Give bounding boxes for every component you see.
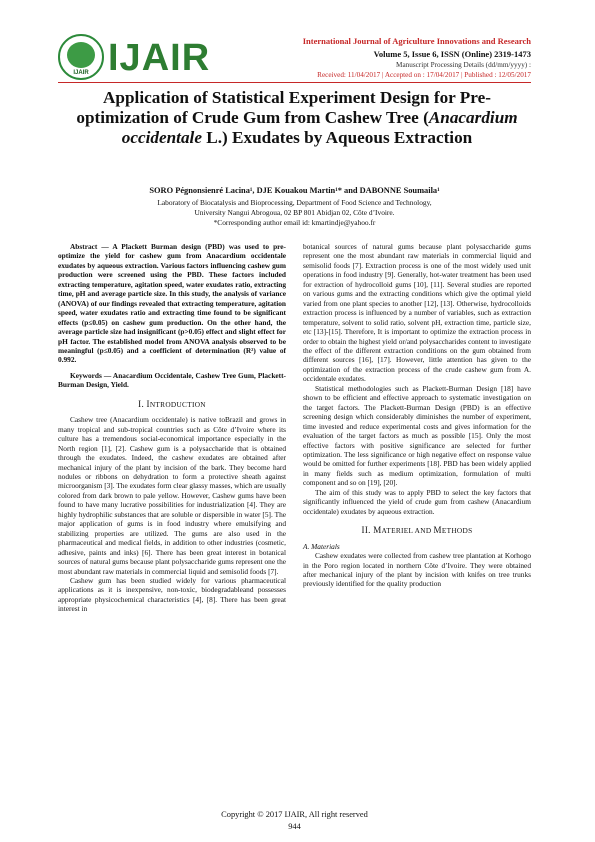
paper-title: Application of Statistical Experiment Design for Pre-optimization of Crude Gum from Cashew Tree (Anacardium occidentale L.) Exudates by Aqueous Extraction [76,88,518,147]
affiliation-university: University Nangui Abrogoua, 02 BP 801 Abidjan 02, Côte d’Ivoire. [194,208,395,217]
volume-issue: Volume 5, Issue 6, ISSN (Online) 2319-1473 [373,49,531,59]
journal-logo [58,34,211,84]
intro-paragraph-2: Cashew gum has been studied widely for various pharmaceutical applications as it is inexpensive, non-toxic, biodegradableand possesses appropriate physicochemical characteristics [4], [8]. There has been great interest in [58,575,286,614]
intro-paragraph-5: The aim of this study was to apply PBD to select the key factors that significantly influenced the yield of crude gum from cashew (Anacardium occidentale) exudates by aqueous extraction. [303,487,531,516]
logo-globe-icon: IJAIR [58,34,104,80]
journal-name: International Journal of Agriculture Innovations and Research [302,36,531,46]
header-divider [58,82,531,83]
publication-dates: Received: 11/04/2017 | Accepted on : 17/04/2017 | Published : 12/05/2017 [317,71,531,79]
right-column [303,242,531,589]
page-number: 944 [288,822,301,831]
intro-paragraph-1: Cashew tree (Anacardium occidentale) is native toBrazil and grows in many tropical and sub-tropical countries such as Côte d’Ivoire where its culture has a tremendous social-economical importance especially in the North region [1], [2]. Cashew gum is a polysaccharide that is obtained through the exudates. Indeed, the cashew exudates are obtained after mechanical injury of the plant by incision of the bark. They become hard nodules or ribbons on dehydration to form a protective sheath against microorganism [3]. The exudates form clear glassy masses, which are usually colored from dark brown to pale yellow. However, Cashew gums have been found to have many lucrative possibilities for industrialization [4]. They are highly hydrophilic substances that are soluble or dispersible in water [5]. The major application of gums is in food industry where emulsifying and stabilizing properties are utilized. The gums are also used in the pharmaceutical and medical fields, in addition to other industries (cosmetic, adhesive, paints and inks) [6]. There has been great interest in botanical sources of natural gums because plant polysaccharide gums represent one the most abundant raw materials in commercial liquid and semisolid foods [7]. [58,415,286,576]
left-column [58,242,286,614]
corresponding-author-email[interactable]: *Corresponding author email id: kmartindje@yahoo.fr [213,218,376,227]
subsection-materials: A. Materials [303,541,340,551]
processing-details: Manuscript Processing Details (dd/mm/yyyy) : [396,61,531,69]
abstract: Abstract — A Plackett Burman design (PBD) was used to pre-optimize the yield for cashew gum from Anacardium occidentale exudates by aqueous extraction. Various factors influencing cashew gum production were screened using the PBD. These factors included extracting temperature, agitation speed, water exudates ratio, extracting time, pH and average particle size. In this study, the analysis of variance (ANOVA) of our findings revealed that extracting temperature, agitation speed, water exudates ratio and extracting time found to be significant effects (p≤0.05) on cashew gum production. On the other hand, the average particle size had insignificant (p>0.05) effect and slight effect for pH factor. The established model from ANOVA analysis observed to be meaningful (p≤0.05) and a coefficient of determination (R²) value of 0.992. [58,242,286,365]
section-heading-methods: II. MATERIEL AND METHODS [361,525,473,536]
affiliation-lab: Laboratory of Biocatalysis and Bioprocessing, Department of Food Science and Technology, [157,198,432,207]
copyright: Copyright © 2017 IJAIR, All right reserved [221,810,368,819]
materials-paragraph: Cashew exudates were collected from cashew tree plantation at Korhogo in the Poro region located in northern Côte d’Ivoire. They were obtained after mechanical injury of the plant by incision with knifes on tree trunks previously identified for the quality production [303,551,531,589]
keywords: Keywords — Anacardium Occidentale, Cashew Tree Gum, Plackett-Burman Design, Yield. [58,370,286,390]
logo-text: IJAIR [108,37,211,79]
intro-paragraph-3: botanical sources of natural gums because plant polysaccharide gums represent one the most abundant raw materials in commercial liquid and semisolid foods [7]. Extraction process is one of the most widely used unit operations in food industry [9]. Generally, hot-water treatment has been used for extraction of hydrocolloid gums [10], [11]. Several studies are reported on various gums and the extracting conditions which give the optimal yield varied from one plant species to another [12], [13]. Otherwise, hydrocolloids extraction process is influenced by a number of variables, such as extraction temperature, solvent to solid ratio, solvent pH, extraction time, particle size, etc [13]-[15]. Therefore, It is important to optimize the extraction process in order to obtain the highest yield or/and polysaccharides content to investigate the effect of the different extraction conditions on the gum obtained from different sources [16], [17]. However, little attention has given to the optimization of the extraction process of the crude cashew gum from A. occidentale exudates. [303,242,531,384]
authors: SORO Pégnonsienré Lacina¹, DJE Kouakou Martin¹* and DABONNE Soumaila¹ [149,186,440,195]
section-heading-introduction: I. INTRODUCTION [138,398,206,409]
intro-paragraph-4: Statistical methodologies such as Plackett-Burman Design [18] have shown to be efficient and effective approach to systematic investigation on the target factors. The Plackett-Burman Design (PBD) is an effective screening design which considerably diminishes the number of experiment, time invested and reduce experimental costs and gives information for the evaluation of the target factors as much as possible [15]. Only the most effective factors with positive significance are selected for further optimization. The less significance or high negative effect on response value would be omitted for further experiments [18]. PBD has been widely applied in many fields such as medium optimization, formulation of multi component and so on [19], [20]. [303,383,531,488]
